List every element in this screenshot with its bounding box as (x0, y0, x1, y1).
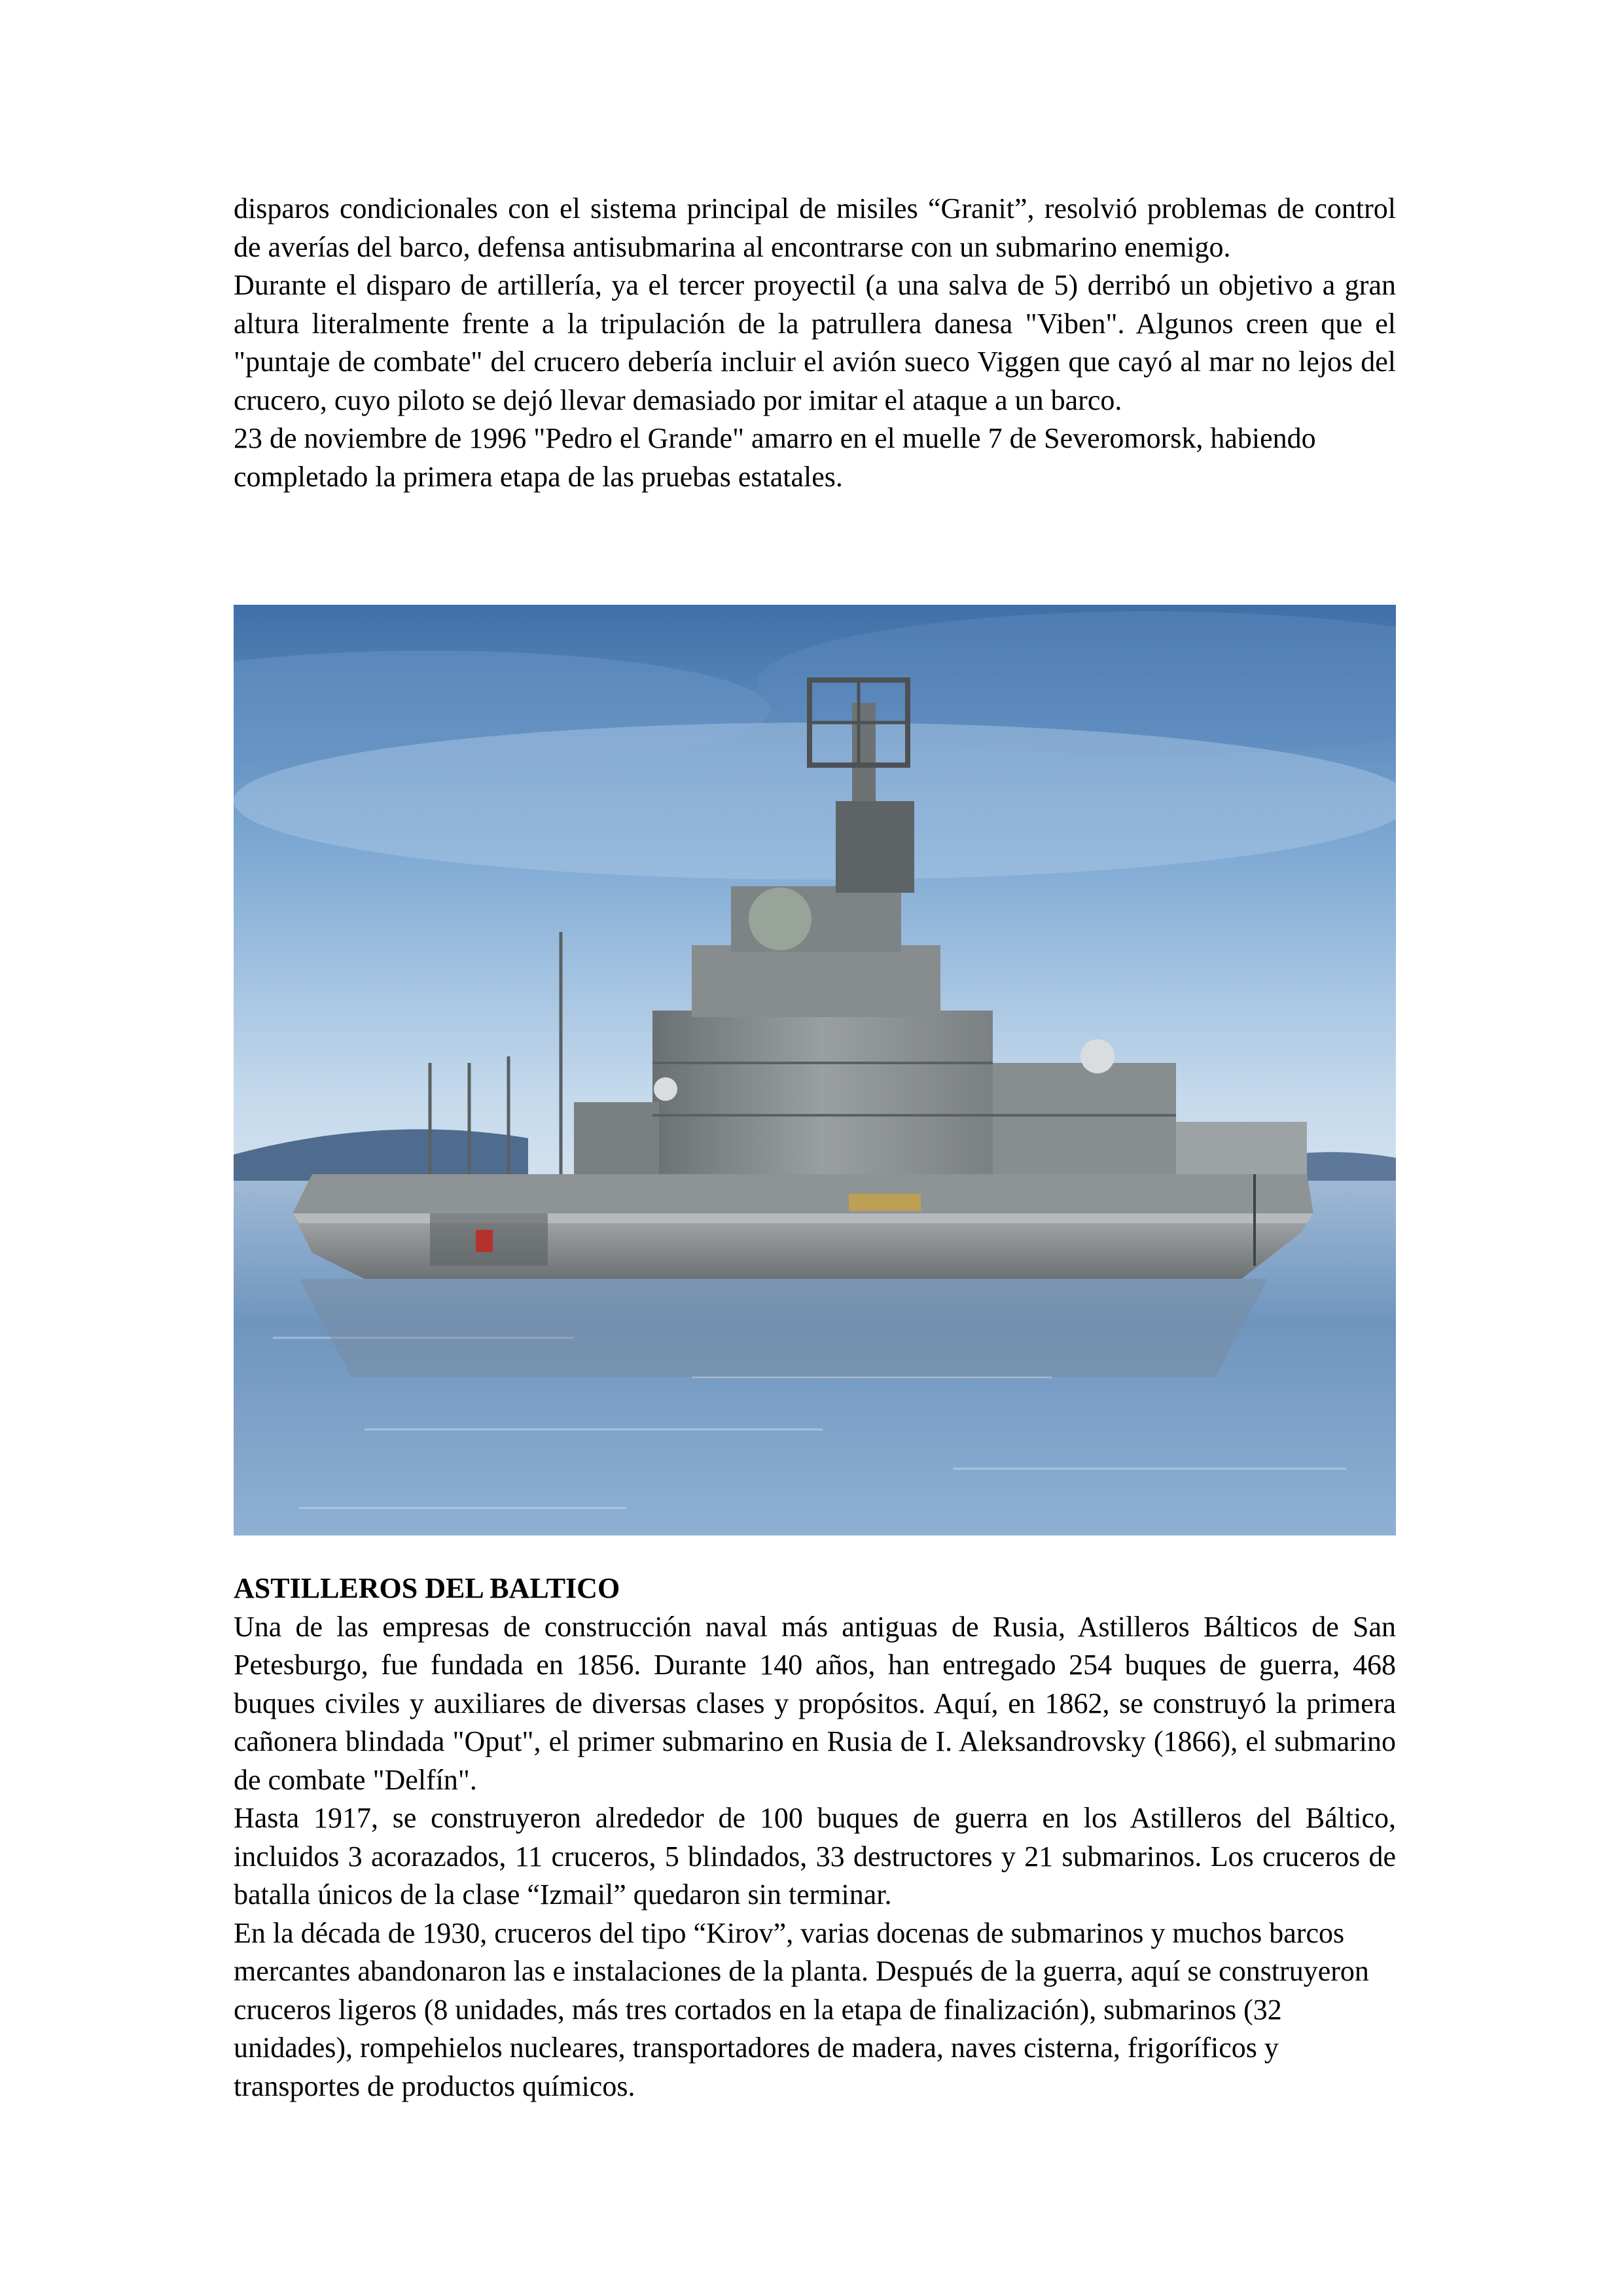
paragraph-until-1917: Hasta 1917, se construyeron alrededor de 100 buques de guerra en los Astilleros del Báltico, incluidos 3 acorazados, 11 cruceros, 5 blindados, 33 destructores y 21 submarinos. Los cruceros de batalla únicos de la clase “Izmail” quedaron sin terminar. (234, 1802, 1396, 1910)
paragraph-severomorsk-arrival: 23 de noviembre de 1996 "Pedro el Grande" amarro en el muelle 7 de Severomorsk, habiendo completado la primera etapa de las pruebas estatales. (234, 422, 1316, 493)
paragraph-shipyard-history: Una de las empresas de construcción naval más antiguas de Rusia, Astilleros Bálticos de San Petesburgo, fue fundada en 1856. Durante 140 años, han entregado 254 buques de guerra, 468 buques civiles y auxiliares de diversas clases y propósitos. Aquí, en 1862, se construyó la primera cañonera blindada "Oput", el primer submarino en Rusia de I. Aleksandrovsky (1866), el submarino de combate "Delfín". (234, 1610, 1396, 1796)
paragraph-granit-tests: disparos condicionales con el sistema principal de misiles “Granit”, resolvió problemas de control de averías del barco, defensa antisubmarina al encontrarse con un submarino enemigo. (234, 192, 1396, 263)
paragraph-1930s-postwar: En la década de 1930, cruceros del tipo “Kirov”, varias docenas de submarinos y muchos barcos mercantes abandonaron las e instalaciones de la planta. Después de la guerra, aquí se construyeron cruceros ligeros (8 unidades, más tres cortados en la etapa de finalización), submarinos (32 unidades), rompehielos nucleares, transportadores de madera, naves cisterna, frigoríficos y transportes de productos químicos. (234, 1916, 1369, 2102)
paragraph-artillery-firing: Durante el disparo de artillería, ya el tercer proyectil (a una salva de 5) derribó un objetivo a gran altura literalmente frente a la tripulación de la patrullera danesa "Viben". Algunos creen que el "puntaje de combate" del crucero debería incluir el avión sueco Viggen que cayó al mar no lejos del crucero, cuyo piloto se dejó llevar demasiado por imitar el ataque a un barco. (234, 269, 1396, 416)
top-text-block (234, 190, 1396, 496)
battlecruiser-photo (234, 605, 1396, 1535)
battlecruiser-photo-illustration (234, 605, 1396, 1535)
section-baltic-shipyards (234, 1570, 1396, 2106)
section-heading: ASTILLEROS DEL BALTICO (234, 1572, 620, 1604)
